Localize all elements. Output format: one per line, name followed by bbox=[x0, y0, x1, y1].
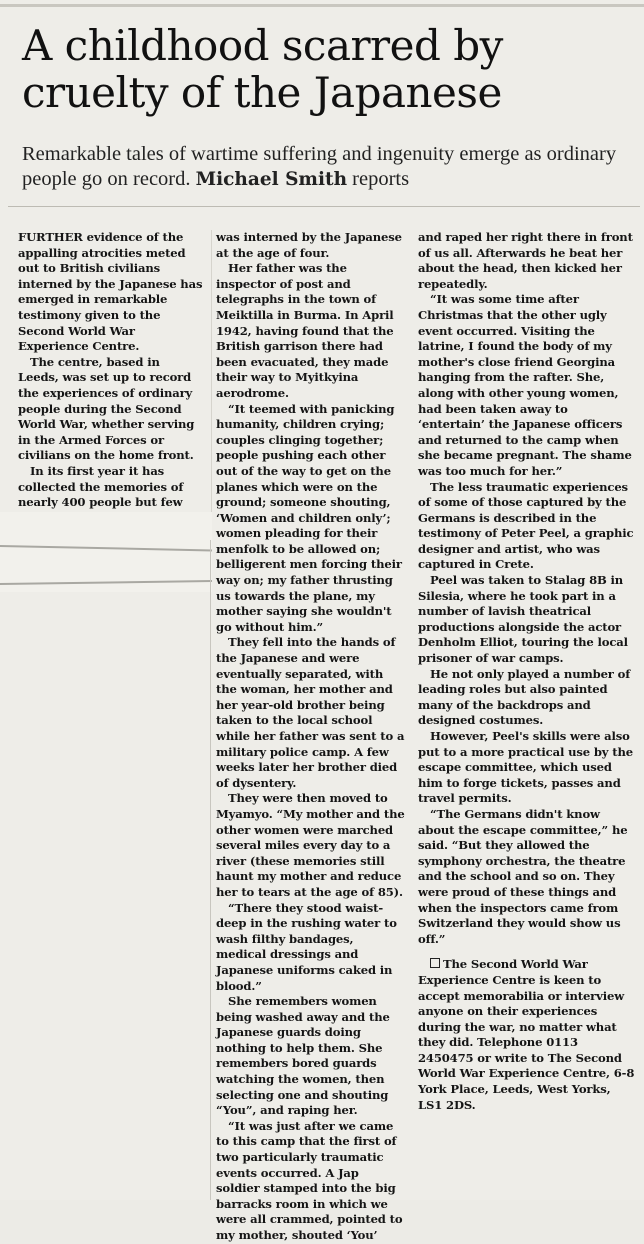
paragraph: The less traumatic experiences of some of those captured by the Germans is described in the testimony of Peter Peel, a graphic designer and artist, who was captured in Crete. bbox=[418, 479, 634, 572]
paragraph: was interned by the Japanese at the age of four. bbox=[216, 230, 402, 260]
paragraph: and raped her right there in front of us all. Afterwards he beat her about the head, then kicked her repeatedly. bbox=[418, 230, 633, 291]
paragraph: “It was just after we came to this camp that the first of two particularly traumatic events occurred. A Jap soldier stamped into the big barracks room in which we were all crammed, pointed to my mother, shouted ‘You’ bbox=[216, 1118, 403, 1242]
paragraph: They were then moved to Myamyo. “My mother and the other women were marched several miles every day to a river (these memories still haunt my mother and reduce her to tears at the age of 85). bbox=[216, 791, 405, 899]
lead-word: FURTHER bbox=[18, 230, 83, 244]
top-rule bbox=[0, 4, 644, 7]
standfirst-divider bbox=[8, 206, 640, 207]
paragraph: “It teemed with panicking humanity, children crying; couples clinging together; people pushing each other out of the way to get on the planes which were on the ground; someone shouting, ‘Women and children only’; women pleading for their menfolk to be allowed on; belligerent men forcing their way on; my father thrusting us towards the plane, my mother saying she wouldn't go without him.” bbox=[216, 401, 402, 634]
paragraph: He not only played a number of leading roles but also painted many of the backdrops and designed costumes. bbox=[418, 666, 631, 728]
paragraph: However, Peel's skills were also put to a more practical use by the escape committee, which used him to forge tickets, passes and travel permits. bbox=[418, 729, 633, 806]
paragraph: She remembers women being washed away and the Japanese guards doing nothing to help them. She remembers bored guards watching the women, then selecting one and shouting “You”, and raping her. bbox=[216, 994, 390, 1118]
paragraph: “The Germans didn't know about the escape committee,” he said. “But they allowed the symphony orchestra, the theatre and the school and so on. They were proud of these things and when the inspectors came from Switzerland they would show us off.” bbox=[418, 806, 628, 946]
standfirst bbox=[22, 142, 634, 192]
paragraph: “It was some time after Christmas that the other ugly event occurred. Visiting the latrine, I found the body of my mother's close friend Georgina hanging from the rafter. She, along with other young women, had been taken away to ‘entertain’ the Japanese officers and returned to the camp when she became pregnant. The shame was too much for her.” bbox=[418, 292, 632, 478]
article-column-2 bbox=[216, 230, 406, 1244]
headline: A childhood scarred by cruelty of the Japanese bbox=[22, 21, 503, 117]
paragraph: “There they stood waist-deep in the rushing water to wash filthy bandages, medical dressings and Japanese uniforms caked in blood.” bbox=[216, 900, 397, 993]
paragraph bbox=[18, 230, 204, 355]
paragraph: The centre, based in Leeds, was set up to record the experiences of ordinary people during the Second World War, whether serving in the Armed Forces or civilians on the home front. bbox=[18, 354, 195, 463]
article-column-1 bbox=[18, 230, 204, 542]
standfirst-text: Remarkable tales of wartime suffering and ingenuity emerge as ordinary people go on record. bbox=[22, 143, 617, 190]
box-bullet-icon bbox=[430, 958, 440, 968]
paragraph: Peel was taken to Stalag 8B in Silesia, where he took part in a number of lavish theatrical productions alongside the actor Denholm Elliot, touring the local prisoner of war camps. bbox=[418, 573, 628, 666]
byline-suffix: reports bbox=[352, 168, 410, 190]
byline: Michael Smith bbox=[195, 169, 348, 190]
column-divider-lower bbox=[210, 540, 211, 1200]
column-divider-upper bbox=[211, 230, 212, 520]
footnote-text: The Second World War Experience Centre is keen to accept memorabilia or interview anyone on their experiences during the war, no matter what they did. Telephone 0113 2450475 or write to The Second World War Experience Centre, 6-8 York Place, Leeds, West Yorks, LS1 2DS. bbox=[418, 957, 635, 1112]
footnote bbox=[418, 957, 636, 1113]
paragraph: They fell into the hands of the Japanese and were eventually separated, with the woman, her mother and her year-old brother being taken to the local school while her father was sent to a military police camp. A few weeks later her brother died of dysentery. bbox=[216, 635, 405, 790]
paragraph-text: evidence of the appalling atrocities meted out to British civilians interned by the Japanese has emerged in remarkable testimony given to the Second World War Experience Centre. bbox=[18, 230, 203, 354]
paragraph: Her father was the inspector of post and telegraphs in the town of Meiktilla in Burma. In April 1942, having found that the British garrison there had been evacuated, they made their way to Myitkyina aerodrome. bbox=[216, 261, 394, 400]
article-column-3 bbox=[418, 230, 636, 1113]
paragraph: In its first year it has collected the memories of nearly 400 people but few bbox=[18, 463, 184, 510]
